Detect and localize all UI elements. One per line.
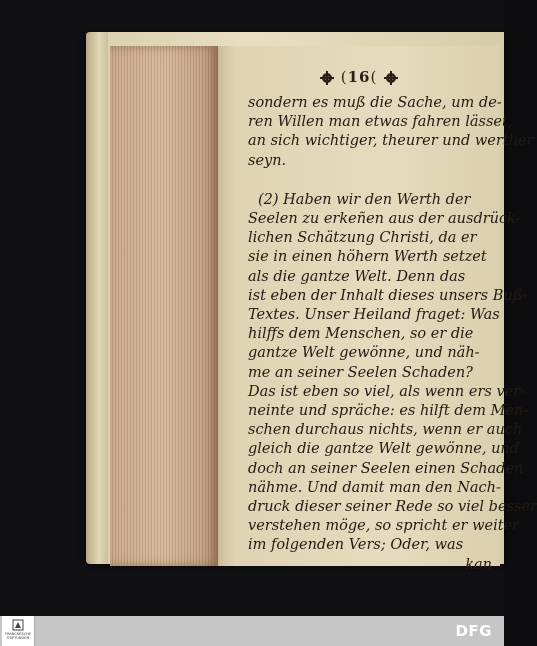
page-text (248, 94, 537, 575)
ornament-right-icon (383, 71, 399, 85)
catchword: kan (465, 556, 492, 573)
text-line: an sich wichtiger, theurer und werther (248, 133, 534, 150)
logo-caption: FRANCKESCHE STIFTUNGEN (5, 632, 31, 640)
book-spine (86, 32, 108, 564)
text-line: im folgenden Vers; Oder, was (248, 537, 464, 554)
dfg-logo[interactable]: DFG (455, 622, 492, 640)
text-line: lichen Schätzung Christi, da er (248, 230, 477, 247)
page-number: 16 (347, 68, 371, 86)
book (86, 32, 537, 573)
text-line: sie in einen höhern Werth setzet (248, 249, 487, 266)
text-line: ren Willen man etwas fahren lässet, (248, 114, 513, 131)
text-line: (2) Haben wir den Werth der (258, 191, 471, 208)
text-line: hilffs dem Menschen, so er die (248, 326, 474, 343)
text-line: Das ist eben so viel, als wenn ers ver- (248, 383, 526, 400)
header-paren-left: ( (340, 68, 348, 86)
franckesche-stiftungen-logo[interactable] (2, 616, 35, 646)
logo-emblem-icon (12, 619, 24, 631)
text-line: schen durchaus nichts, wenn er auch (248, 422, 523, 439)
text-line: nähme. Und damit man den Nach- (248, 479, 501, 496)
ornament-left-icon (319, 71, 335, 85)
text-line: Seelen zu erkeñen aus der ausdrück- (248, 211, 521, 228)
text-line: me an seiner Seelen Schaden? (248, 364, 473, 381)
text-line: ist eben der Inhalt dieses unsers Buß- (248, 287, 528, 304)
viewer-footer (0, 616, 504, 646)
text-line: Textes. Unser Heiland fraget: Was (248, 307, 500, 324)
text-line: druck dieser seiner Rede so viel besser (248, 499, 537, 516)
text-line: doch an seiner Seelen einen Schaden (248, 460, 524, 477)
text-line: sondern es muß die Sache, um de- (248, 95, 502, 111)
text-line: als die gantze Welt. Denn das (248, 268, 466, 285)
text-line: gantze Welt gewönne, und näh- (248, 345, 480, 362)
text-line: neinte und spräche: es hilft dem Men- (248, 403, 529, 420)
text-line: gleich die gantze Welt gewönne, und (248, 441, 520, 458)
book-page (218, 46, 537, 573)
text-line: verstehen möge, so spricht er weiter (248, 518, 520, 535)
header-paren-right: ( (370, 68, 378, 86)
text-line: seyn. (248, 152, 287, 169)
page-header (218, 68, 500, 86)
page-edges (110, 46, 218, 566)
